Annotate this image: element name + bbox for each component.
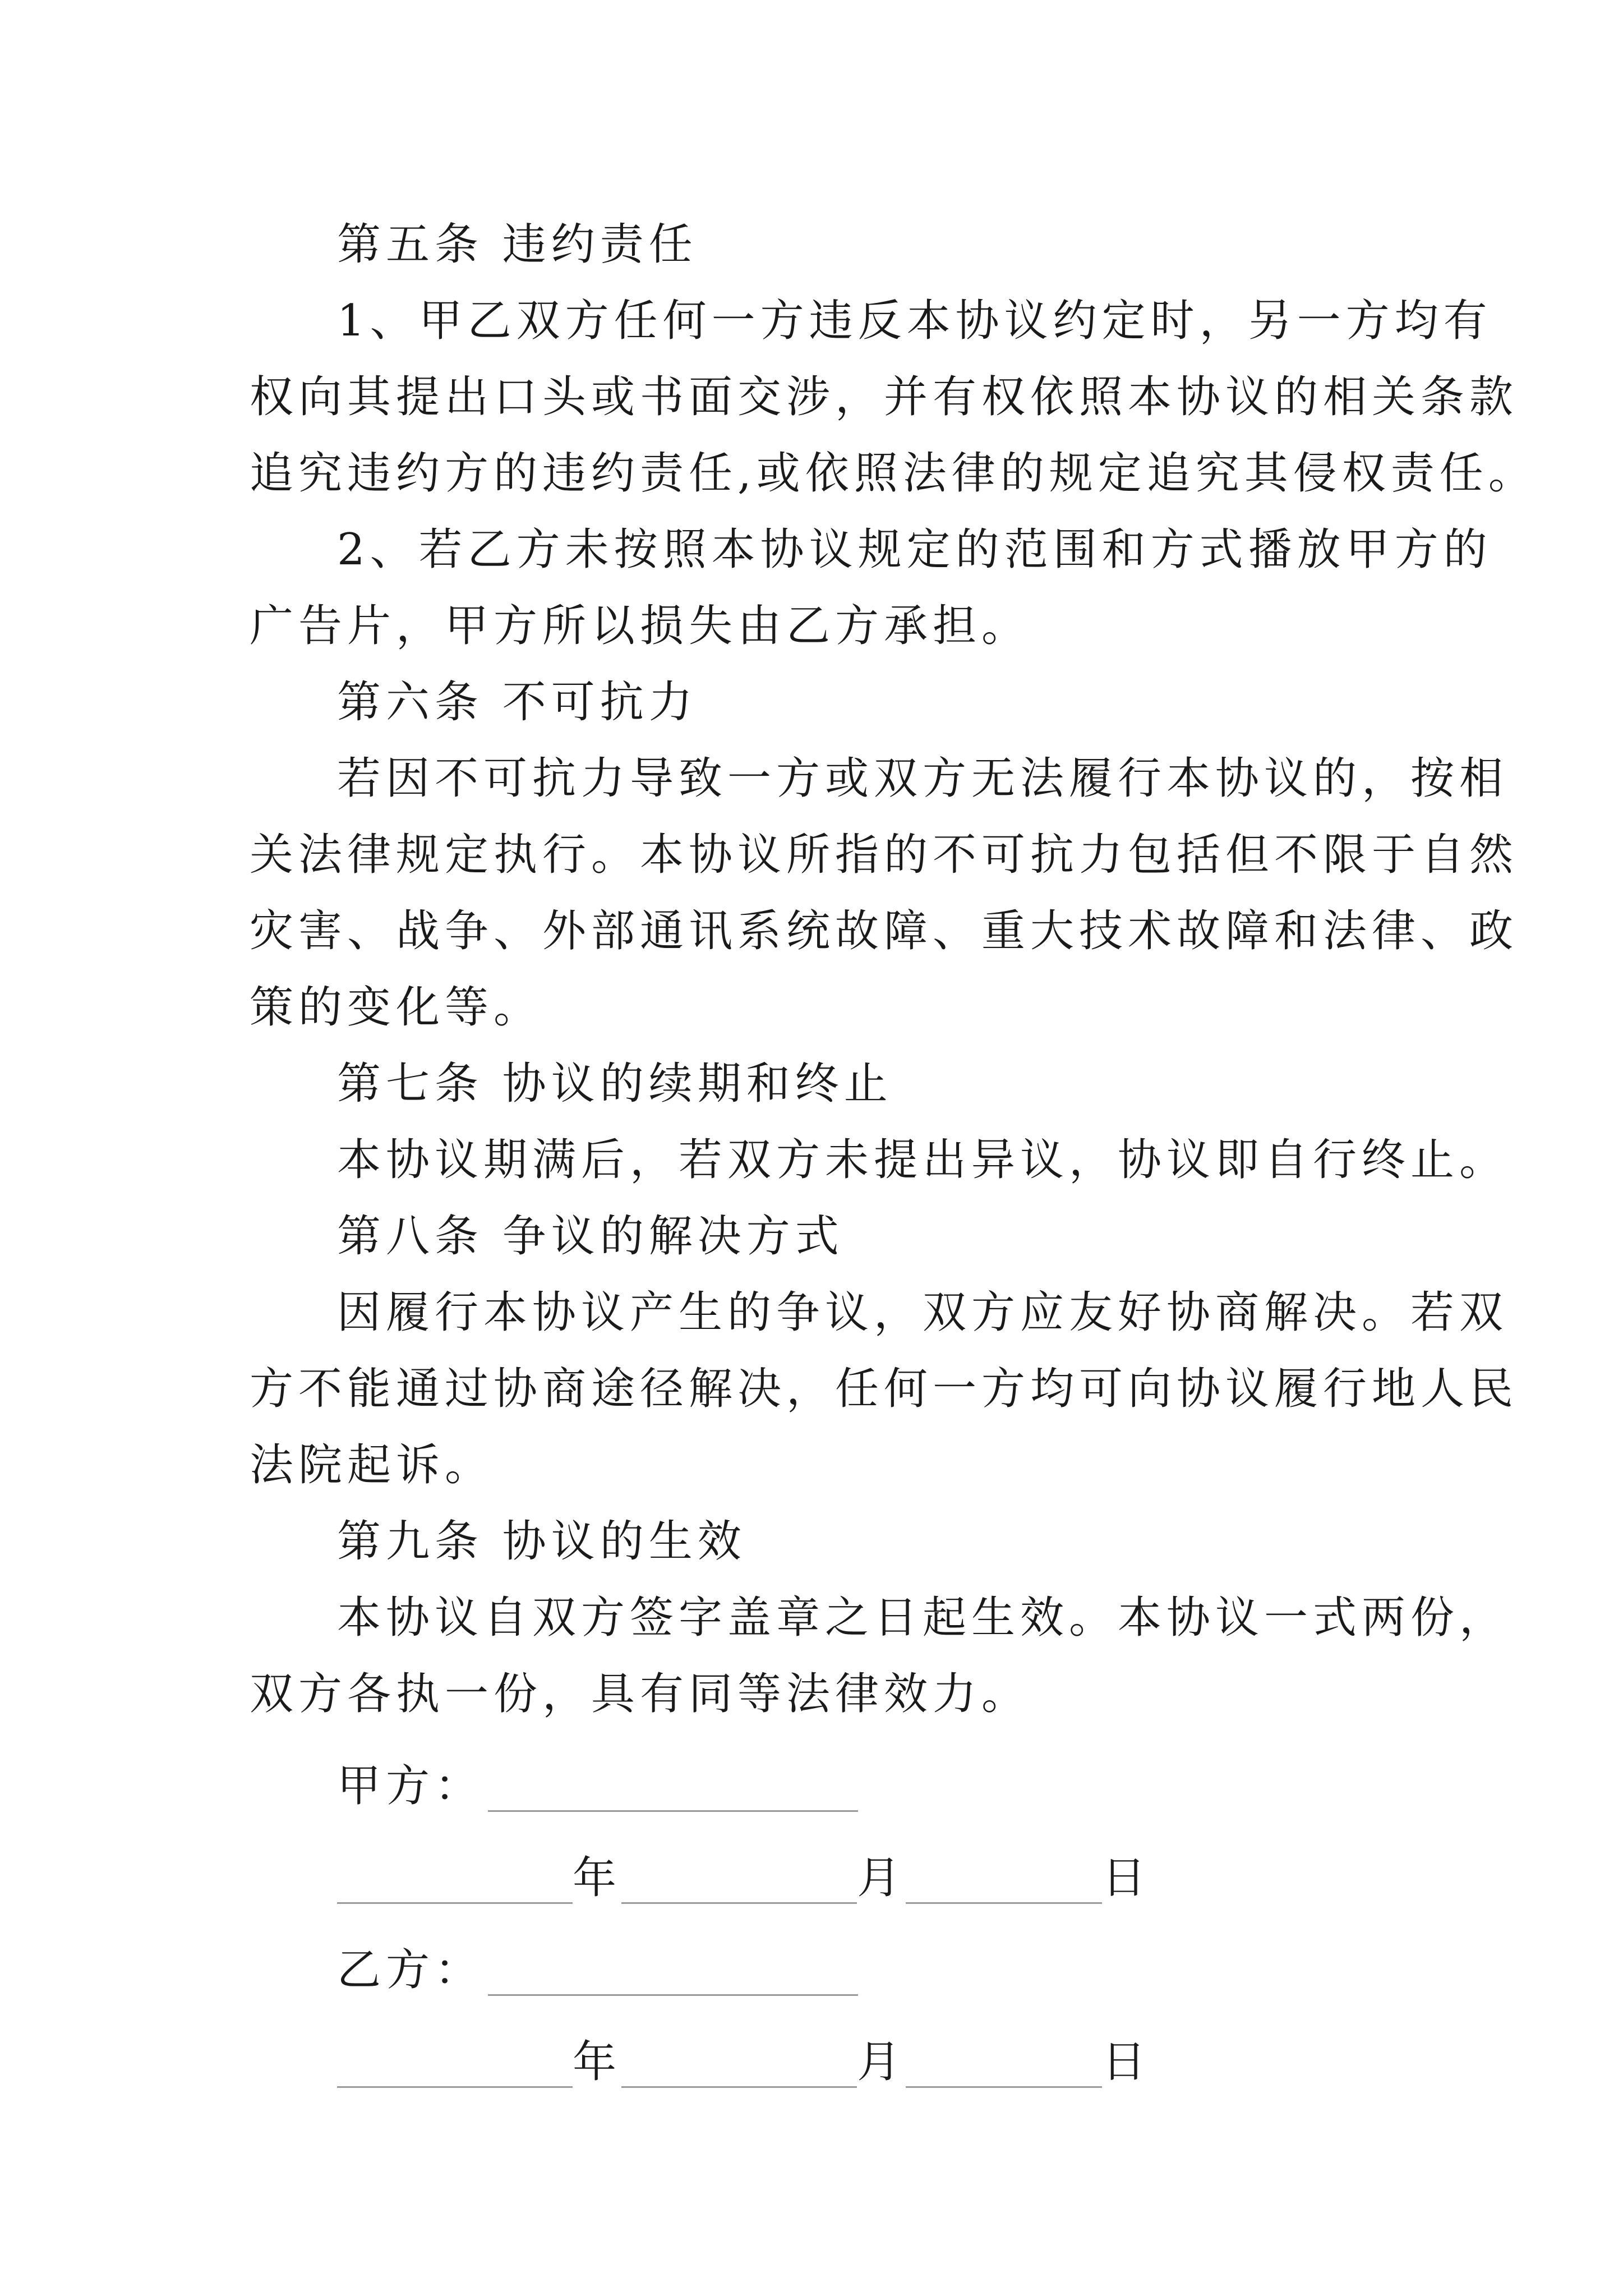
article-8-para-1-line-1: 因履行本协议产生的争议，双方应友好协商解决。若双: [337, 1287, 1509, 1338]
party-a-day-label: 日: [1102, 1853, 1151, 1903]
party-a-day-blank[interactable]: [906, 1851, 1102, 1904]
party-a-signature-row: [250, 1732, 1377, 1824]
party-b-year-blank[interactable]: [337, 2035, 573, 2088]
article-8-para-1-line-3: 法院起诉。: [250, 1440, 494, 1490]
party-a-year-label: 年: [573, 1853, 622, 1903]
article-5-para-2-line-2: 广告片，甲方所以损失由乙方承担。: [250, 601, 1031, 651]
party-b-month-blank[interactable]: [621, 2035, 857, 2088]
party-b-year-label: 年: [573, 2037, 622, 2087]
party-b-day-blank[interactable]: [906, 2035, 1102, 2088]
article-6-para-1-line-3: 灾害、战争、外部通讯系统故障、重大技术故障和法律、政: [250, 906, 1519, 956]
article-8-heading: 第八条 争议的解决方式: [337, 1211, 844, 1262]
party-a-month-label: 月: [857, 1853, 906, 1903]
article-7-para-1-line-1: 本协议期满后，若双方未提出异议，协议即自行终止。: [337, 1135, 1509, 1185]
party-a-month-blank[interactable]: [621, 1851, 857, 1904]
party-b-date-row: [250, 2008, 1377, 2100]
party-b-day-label: 日: [1102, 2037, 1151, 2087]
party-b-month-label: 月: [857, 2037, 906, 2087]
article-9-para-1-line-1: 本协议自双方签字盖章之日起生效。本协议一式两份，: [337, 1593, 1509, 1643]
article-8-para-1-line-2: 方不能通过协商途径解决，任何一方均可向协议履行地人民: [250, 1364, 1519, 1414]
party-a-year-blank[interactable]: [337, 1851, 573, 1904]
article-6-para-1-line-2: 关法律规定执行。本协议所指的不可抗力包括但不限于自然: [250, 830, 1519, 880]
party-a-label: 甲方：: [337, 1761, 484, 1811]
party-a-date-row: [250, 1824, 1377, 1916]
party-a-signature-line[interactable]: [488, 1759, 858, 1812]
article-9-heading: 第九条 协议的生效: [337, 1516, 746, 1567]
article-6-para-1-line-4: 策的变化等。: [250, 982, 543, 1033]
party-b-signature-row: [250, 1916, 1377, 2008]
article-6-para-1-line-1: 若因不可抗力导致一方或双方无法履行本协议的，按相: [337, 753, 1509, 804]
article-9-para-1-line-2: 双方各执一份，具有同等法律效力。: [250, 1669, 1031, 1719]
document-body: [250, 206, 1537, 2100]
article-7-heading: 第七条 协议的续期和终止: [337, 1059, 893, 1109]
article-5-para-1-line-2: 权向其提出口头或书面交涉，并有权依照本协议的相关条款: [250, 372, 1519, 422]
article-6-heading: 第六条 不可抗力: [337, 677, 698, 728]
article-5-para-2-line-1: 2、若乙方未按照本协议规定的范围和方式播放甲方的: [337, 524, 1492, 575]
article-5-para-1-line-3: 追究违约方的违约责任,或依照法律的规定追究其侵权责任。: [250, 448, 1537, 499]
article-5-heading: 第五条 违约责任: [337, 219, 698, 270]
article-5-para-1-line-1: 1、甲乙双方任何一方违反本协议约定时，另一方均有: [337, 296, 1492, 346]
party-b-signature-line[interactable]: [488, 1943, 858, 1996]
party-b-label: 乙方：: [337, 1945, 484, 1995]
